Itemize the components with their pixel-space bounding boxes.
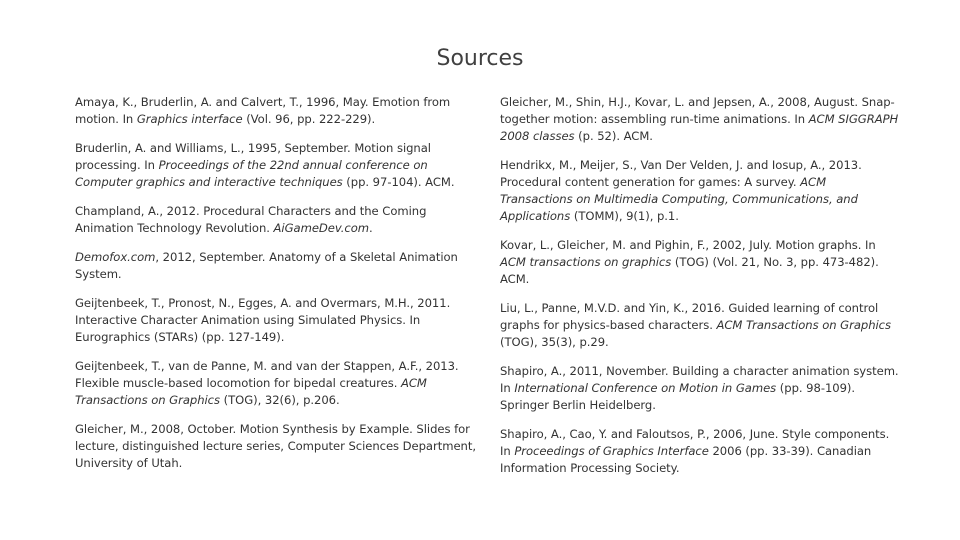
reference-item: Hendrikx, M., Meijer, S., Van Der Velden, J. and Iosup, A., 2013. Procedural content generation for games: A survey. ACM Transactions on Multimedia Computing, Communications, and Applications (TOMM), 9(1), p.1. [500,158,862,223]
reference-item: Liu, L., Panne, M.V.D. and Yin, K., 2016. Guided learning of control graphs for physics-based characters. ACM Transactions on Graphics (TOG), 35(3), p.29. [500,301,891,349]
reference-item: Shapiro, A., 2011, November. Building a character animation system. In International Conference on Motion in Games (pp. 98-109). Springer Berlin Heidelberg. [500,364,899,412]
slide-title: Sources [436,46,524,71]
reference-item: Bruderlin, A. and Williams, L., 1995, September. Motion signal processing. In Proceedings of the 22nd annual conference on Computer graphics and interactive techniques (pp. 97-104). ACM. [75,141,455,189]
reference-item: Geijtenbeek, T., van de Panne, M. and van der Stappen, A.F., 2013. Flexible muscle-based locomotion for bipedal creatures. ACM Transactions on Graphics (TOG), 32(6), p.206. [75,359,459,407]
reference-item: Champland, A., 2012. Procedural Characters and the Coming Animation Technology Revolution. AiGameDev.com. [75,204,427,235]
reference-item: Kovar, L., Gleicher, M. and Pighin, F., 2002, July. Motion graphs. In ACM transactions on graphics (TOG) (Vol. 21, No. 3, pp. 473-482). ACM. [500,238,879,286]
reference-item: Shapiro, A., Cao, Y. and Faloutsos, P., 2006, June. Style components. In Proceedings of Graphics Interface 2006 (pp. 33-39). Canadian Information Processing Society. [500,427,890,475]
reference-item: Gleicher, M., Shin, H.J., Kovar, L. and Jepsen, A., 2008, August. Snap-together motion: assembling run-time animations. In ACM SIGGRAPH 2008 classes (p. 52). ACM. [500,95,899,143]
reference-item: Gleicher, M., 2008, October. Motion Synthesis by Example. Slides for lecture, distinguished lecture series, Computer Sciences Department, University of Utah. [75,422,476,470]
references-left-column [75,94,477,484]
reference-item: Geijtenbeek, T., Pronost, N., Egges, A. and Overmars, M.H., 2011. Interactive Character Animation using Simulated Physics. In Eurographics (STARs) (pp. 127-149). [75,296,451,344]
reference-item: Demofox.com, 2012, September. Anatomy of a Skeletal Animation System. [75,250,458,281]
reference-item: Amaya, K., Bruderlin, A. and Calvert, T., 1996, May. Emotion from motion. In Graphics interface (Vol. 96, pp. 222-229). [75,95,451,126]
references-right-column [500,94,902,489]
